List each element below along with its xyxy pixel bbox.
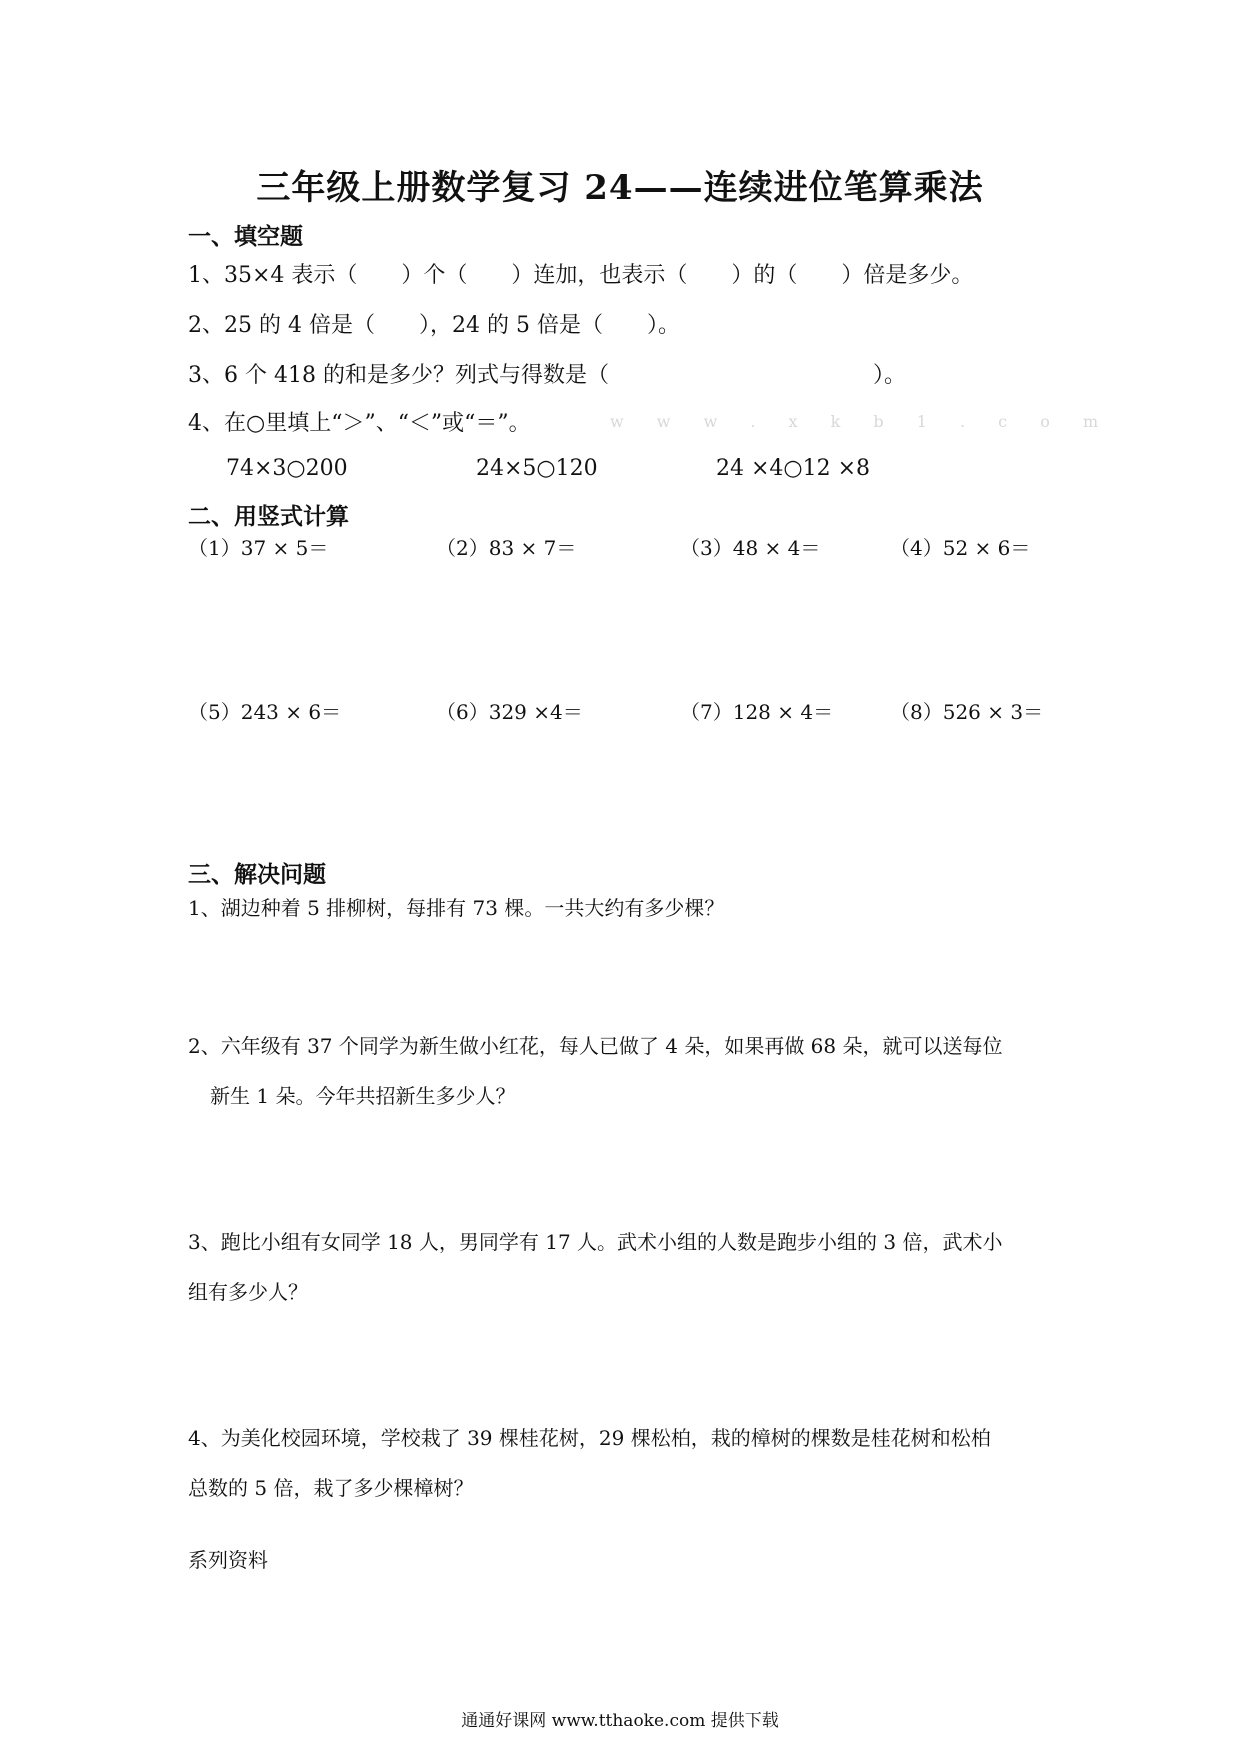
calc-item-4: （4）52 × 6＝	[890, 536, 1031, 560]
calc-item-8: （8）526 × 3＝	[890, 700, 1044, 724]
page-title: 三年级上册数学复习 24——连续进位笔算乘法	[256, 168, 984, 208]
word-problem-1: 1、湖边种着 5 排柳树，每排有 73 棵。一共大约有多少棵？	[188, 896, 725, 920]
calc-item-7: （7）128 × 4＝	[680, 700, 834, 724]
calc-item-2: （2）83 × 7＝	[436, 536, 577, 560]
fill-blank-question-2: 2、25 的 4 倍是（ ），24 的 5 倍是（ ）。	[188, 313, 680, 338]
word-problem-2-line1: 2、六年级有 37 个同学为新生做小红花，每人已做了 4 朵，如果再做 68 朵，就可以送每位	[188, 1034, 1003, 1058]
compare-item-1: 74×3○200	[226, 456, 348, 481]
section2-heading: 二、用竖式计算	[188, 504, 349, 530]
section3-heading: 三、解决问题	[188, 862, 326, 888]
word-problem-3-line2: 组有多少人？	[188, 1280, 308, 1304]
word-problem-2-line2: 新生 1 朵。今年共招新生多少人？	[210, 1084, 516, 1108]
calc-item-5: （5）243 × 6＝	[188, 700, 342, 724]
footer-text: 通通好课网 www.tthaoke.com 提供下载	[461, 1711, 779, 1731]
word-problem-4-line2: 总数的 5 倍，栽了多少棵樟树？	[188, 1476, 474, 1500]
fill-blank-question-4: 4、在○里填上“＞”、“＜”或“＝”。	[188, 411, 531, 436]
calc-item-1: （1）37 × 5＝	[188, 536, 329, 560]
series-label: 系列资料	[188, 1548, 268, 1572]
section1-heading: 一、填空题	[188, 224, 303, 250]
fill-blank-question-1: 1、35×4 表示（ ）个（ ）连加，也表示（ ）的（ ）倍是多少。	[188, 263, 974, 288]
calc-item-3: （3）48 × 4＝	[680, 536, 821, 560]
compare-item-3: 24 ×4○12 ×8	[716, 456, 871, 481]
word-problem-3-line1: 3、跑比小组有女同学 18 人，男同学有 17 人。武术小组的人数是跑步小组的 3 倍，武术小	[188, 1230, 1003, 1254]
fill-blank-question-3: 3、6 个 418 的和是多少？列式与得数是（ ）。	[188, 363, 906, 388]
word-problem-4-line1: 4、为美化校园环境，学校栽了 39 棵桂花树，29 棵松柏，栽的樟树的棵数是桂花树和松柏	[188, 1426, 991, 1450]
calc-item-6: （6）329 ×4＝	[436, 700, 583, 724]
watermark-text: w w w . x k b 1 . c o m	[610, 412, 1113, 431]
compare-item-2: 24×5○120	[476, 456, 598, 481]
